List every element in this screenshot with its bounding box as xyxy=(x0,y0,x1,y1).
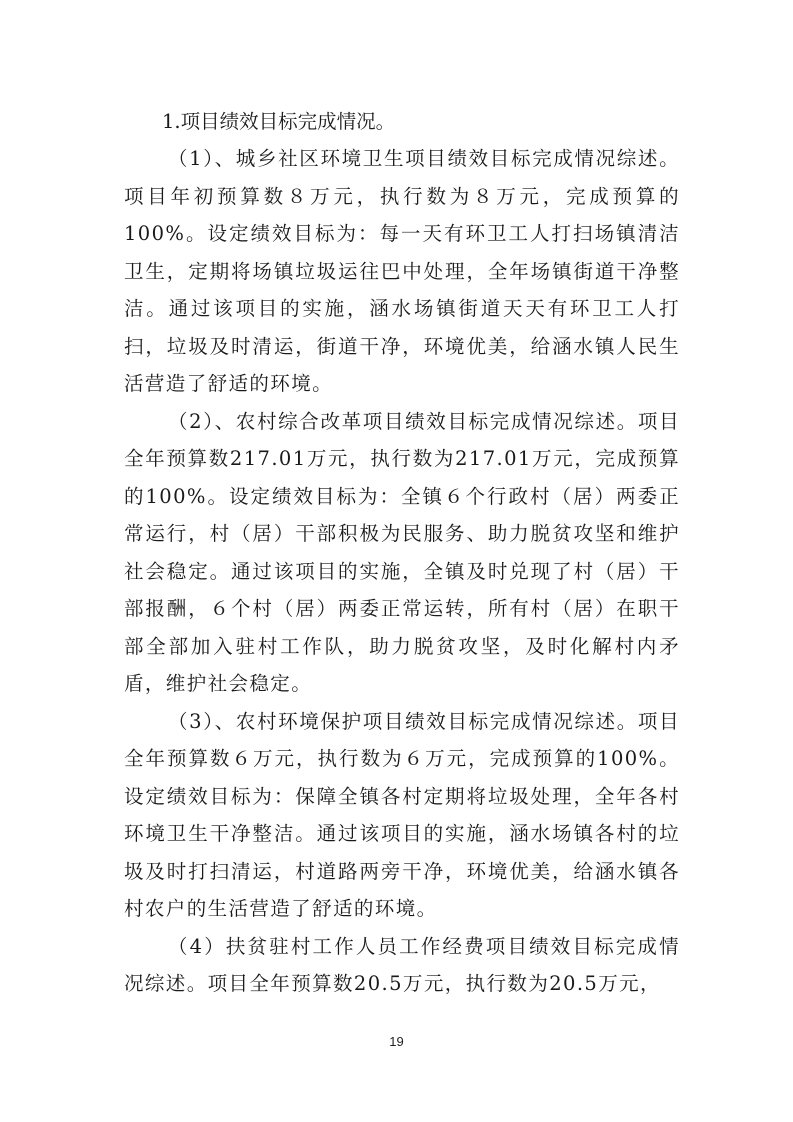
paragraph-3: （3）、农村环境保护项目绩效目标完成情况综述。项目全年预算数６万元，执行数为６万元，完成预算的100%。设定绩效目标为：保障全镇各村定期将垃圾处理，全年各村环境卫生干净整洁。通过该项目的实施，涵水场镇各村的垃圾及时打扫清运，村道路两旁干净，环境优美，给涵水镇各村农户的生活营造了舒适的环境。 xyxy=(124,709,680,920)
paragraph-1: （1）、城乡社区环境卫生项目绩效目标完成情况综述。项目年初预算数８万元，执行数为８万元，完成预算的100%。设定绩效目标为：每一天有环卫工人打扫场镇清洁卫生，定期将场镇垃圾运往巴中处理，全年场镇街道干净整洁。通过该项目的实施，涵水场镇街道天天有环卫工人打扫，垃圾及时清运，街道干净，环境优美，给涵水镇人民生活营造了舒适的环境。 xyxy=(124,147,680,395)
paragraph-2: （2）、农村综合改革项目绩效目标完成情况综述。项目全年预算数217.01万元，执行数为217.01万元，完成预算的100%。设定绩效目标为：全镇６个行政村（居）两委正常运行，村（居）干部积极为民服务、助力脱贫攻坚和维护社会稳定。通过该项目的实施，全镇及时兑现了村（居）干部报酬，６个村（居）两委正常运转，所有村（居）在职干部全部加入驻村工作队，助力脱贫攻坚，及时化解村内矛盾，维护社会稳定。 xyxy=(124,409,680,695)
section-heading: 1.项目绩效目标完成情况。 xyxy=(162,110,396,133)
document-body xyxy=(124,104,680,1003)
page-number: 19 xyxy=(389,1034,404,1049)
paragraph-4: （4）扶贫驻村工作人员工作经费项目绩效目标完成情况综述。项目全年预算数20.5万元，执行数为20.5万元， xyxy=(124,934,680,995)
